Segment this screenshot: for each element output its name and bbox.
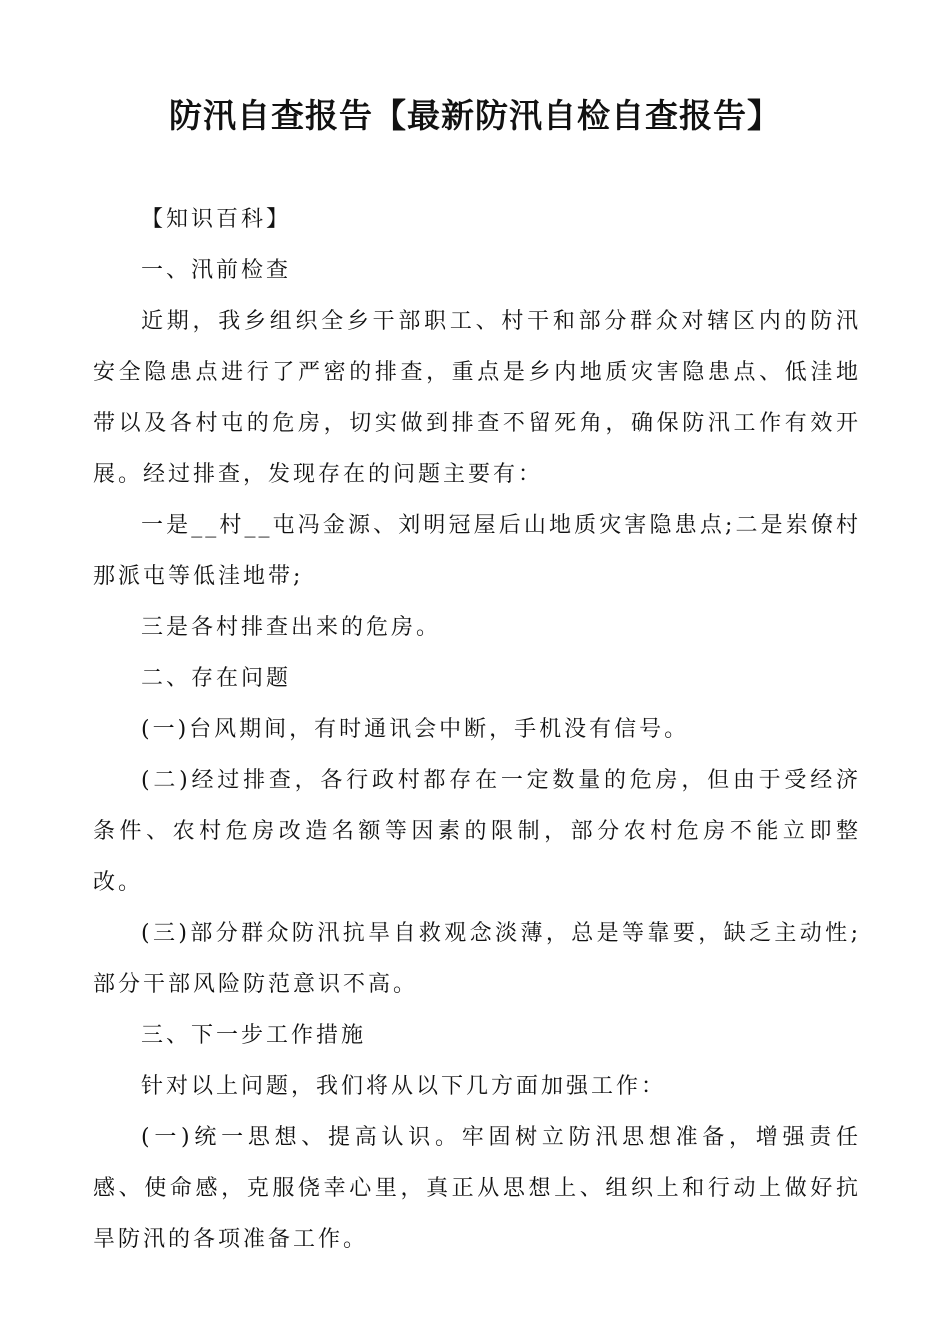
document-body: [93, 194, 861, 1265]
paragraph-dangerous-houses: 三是各村排查出来的危房。: [141, 615, 442, 640]
paragraph-problem-3: (三)部分群众防汛抗旱自救观念淡薄，总是等靠要，缺乏主动性;部分干部风险防范意识不高。: [93, 921, 861, 997]
heading-pre-flood-inspection: 一、汛前检查: [141, 258, 292, 283]
paragraph-problem-sites: 一是__村__屯冯金源、刘明冠屋后山地质灾害隐患点;二是岽僚村那派屯等低洼地带;: [93, 513, 861, 589]
paragraph-problem-1: (一)台风期间，有时通讯会中断，手机没有信号。: [141, 717, 690, 742]
paragraph-inspection-summary: 近期，我乡组织全乡干部职工、村干和部分群众对辖区内的防汛安全隐患点进行了严密的排查，重点是乡内地质灾害隐患点、低洼地带以及各村屯的危房，切实做到排查不留死角，确保防汛工作有效开展。经过排查，发现存在的问题主要有：: [93, 309, 861, 487]
paragraph-measure-1: (一)统一思想、提高认识。牢固树立防汛思想准备，增强责任感、使命感，克服侥幸心里，真正从思想上、组织上和行动上做好抗旱防汛的各项准备工作。: [93, 1125, 861, 1252]
heading-existing-problems: 二、存在问题: [141, 666, 292, 691]
paragraph-next-steps-intro: 针对以上问题，我们将从以下几方面加强工作：: [141, 1074, 667, 1099]
document-title: 防汛自查报告【最新防汛自检自查报告】: [169, 96, 781, 135]
heading-next-steps: 三、下一步工作措施: [141, 1023, 367, 1048]
section-tag: 【知识百科】: [141, 207, 292, 232]
paragraph-problem-2: (二)经过排查，各行政村都存在一定数量的危房，但由于受经济条件、农村危房改造名额等因素的限制，部分农村危房不能立即整改。: [93, 768, 861, 895]
